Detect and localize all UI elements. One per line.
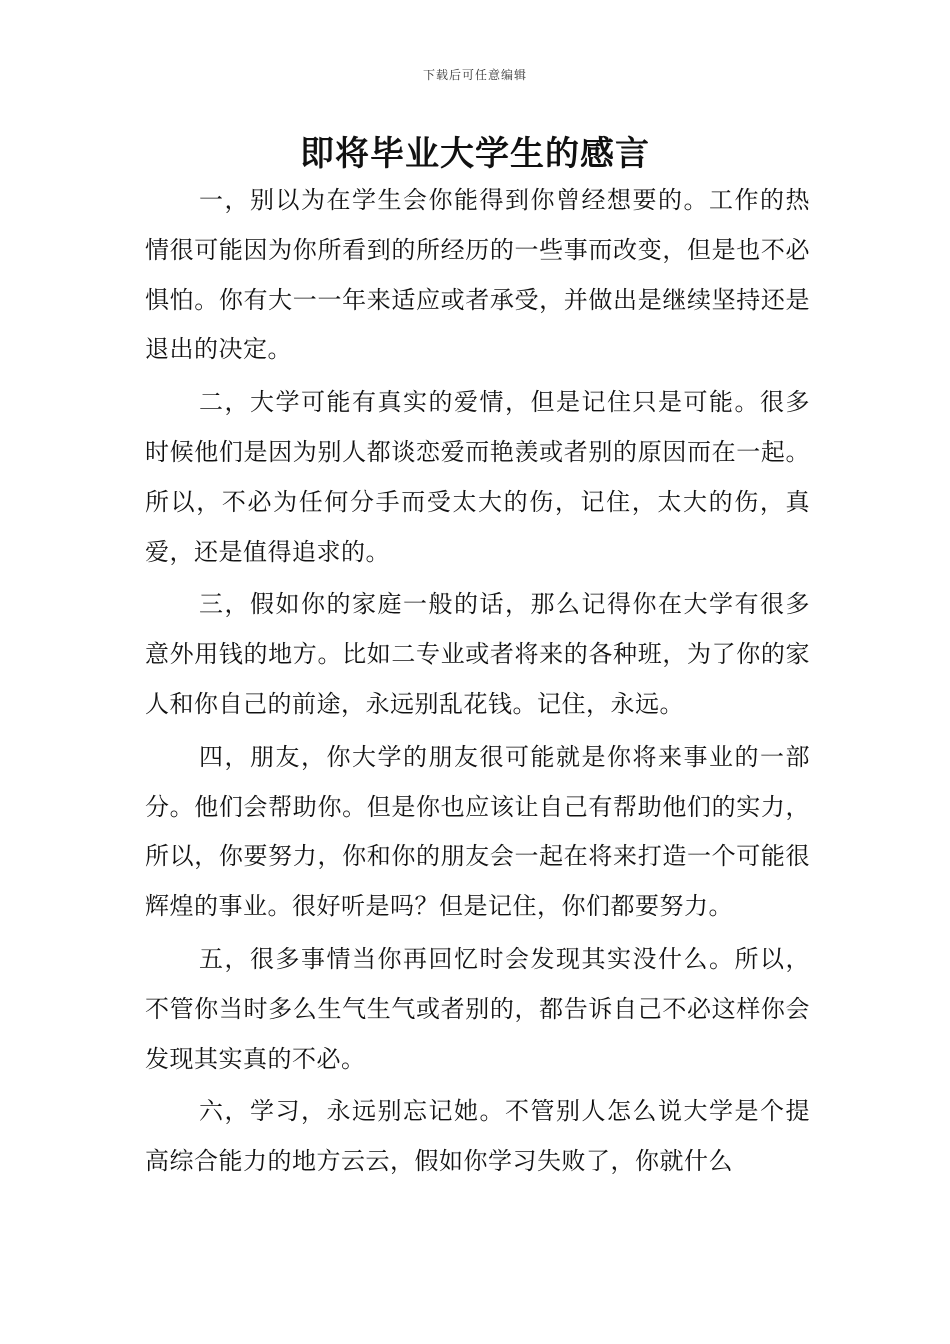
- paragraph-3: 三，假如你的家庭一般的话，那么记得你在大学有很多意外用钱的地方。比如二专业或者将来的各种班，为了你的家人和你自己的前途，永远别乱花钱。记住，永远。: [145, 590, 810, 718]
- paragraph-5: 五，很多事情当你再回忆时会发现其实没什么。所以，不管你当时多么生气生气或者别的，都告诉自己不必这样你会发现其实真的不必。: [145, 944, 810, 1073]
- header-note: 下载后可任意编辑: [422, 68, 527, 82]
- paragraph-6: 六，学习，永远别忘记她。不管别人怎么说大学是个提高综合能力的地方云云，假如你学习失败了，你就什么: [145, 1097, 810, 1176]
- document-body: [145, 176, 810, 1190]
- document-title: 即将毕业大学生的感言: [300, 134, 650, 174]
- paragraph-2: 二，大学可能有真实的爱情，但是记住只是可能。很多时候他们是因为别人都谈恋爱而艳羡或者别的原因而在一起。所以，不必为任何分手而受太大的伤，记住，太大的伤，真爱，还是值得追求的。: [145, 388, 810, 566]
- paragraph-4: 四，朋友，你大学的朋友很可能就是你将来事业的一部分。他们会帮助你。但是你也应该让自己有帮助他们的实力，所以，你要努力，你和你的朋友会一起在将来打造一个可能很辉煌的事业。很好听是吗？但是记住，你们都要努力。: [145, 742, 810, 921]
- paragraph-1: 一，别以为在学生会你能得到你曾经想要的。工作的热情很可能因为你所看到的所经历的一些事而改变，但是也不必惧怕。你有大一一年来适应或者承受，并做出是继续坚持还是退出的决定。: [145, 186, 810, 364]
